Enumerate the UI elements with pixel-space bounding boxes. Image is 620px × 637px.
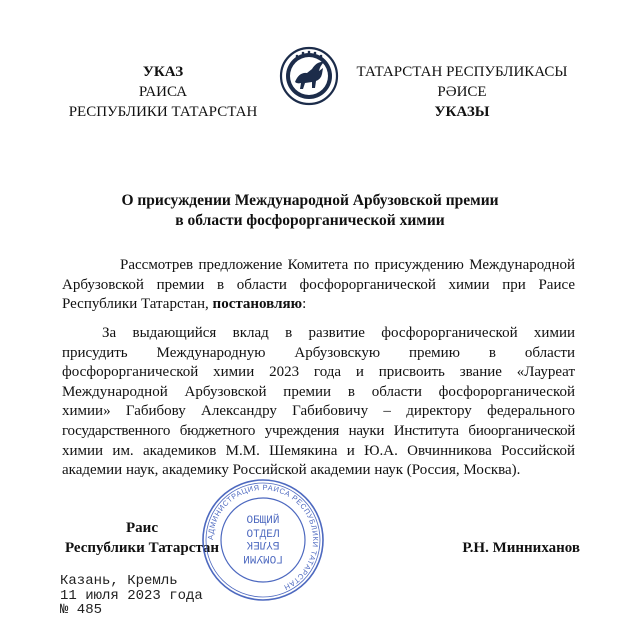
footer-date: 11 июля 2023 года [60,587,203,604]
header-left [58,62,268,122]
stamp-line3: БҮЛЕК [246,538,280,550]
document-title-line2: в области фосфорорганической химии [175,212,445,229]
header-right-title: УКАЗЫ [434,104,490,120]
paragraph-punctuation: : [302,296,307,313]
paragraph-line: Международной Арбузовской премии в области фосфорорганической [62,383,575,400]
decree-keyword: постановляю [212,296,303,313]
header-left-title: УКАЗ [142,64,184,80]
paragraph-line: присудить Международную Арбузовскую премию в области [62,344,575,361]
header-left-line3: РЕСПУБЛИКИ ТАТАРСТАН [68,104,258,120]
paragraph-line [62,295,575,315]
footer-place: Казань, Кремль [60,573,178,589]
paragraph-line: химии» Габибову Александру Габибовичу – директору федерального [62,403,575,420]
footer-number: № 485 [60,602,103,618]
paragraph-line: Арбузовской премии в области фосфорорганической химии при Раисе [62,276,575,293]
document-title-line1: О присуждении Международной Арбузовской премии [121,192,499,209]
header-right-line2: РӘИСЕ [437,84,487,100]
signature-title-line1: Раис [126,520,158,536]
stamp-line4: ГОМУМИ [243,552,283,564]
paragraph-text: Республики Татарстан, [62,296,213,313]
official-stamp [200,477,326,603]
paragraph-line: академии наук, академику Российской академии наук (Россия, Москва). [62,462,521,479]
stamp-line2: ОТДЕЛ [246,529,280,541]
paragraph-decision [62,324,575,481]
signatory-name: Р.Н. Минниханов [462,540,580,556]
paragraph-line: химии им. академиков М.М. Шемякина и Ю.А. Овчинникова Российской [62,442,575,459]
header-right [352,62,572,122]
stamp-ring-text: АДМИНИСТРАЦИЯ РАИСА РЕСПУБЛИКИ ТАТАРСТАН [205,482,321,593]
header-left-line2: РАИСА [138,84,188,100]
document-footer [60,574,203,618]
signature-title-line2: Республики Татарстан [64,540,220,556]
paragraph-line: Рассмотрев предложение Комитета по присуждению Международной [120,257,575,273]
tatarstan-emblem-icon [279,46,339,106]
paragraph-line: государственного бюджетного учреждения науки Института биоорганической [62,422,575,439]
stamp-line1: ОБЩИЙ [246,515,280,527]
paragraph-line: фосфорорганической химии 2023 года и присвоить звание «Лауреат [62,364,575,381]
paragraph-line: За выдающийся вклад в развитие фосфорорганической химии [102,325,575,341]
header-right-line1: ТАТАРСТАН РЕСПУБЛИКАСЫ [356,64,568,80]
document-title [60,191,560,231]
paragraph-preamble [62,256,575,315]
signature-title [62,518,222,558]
